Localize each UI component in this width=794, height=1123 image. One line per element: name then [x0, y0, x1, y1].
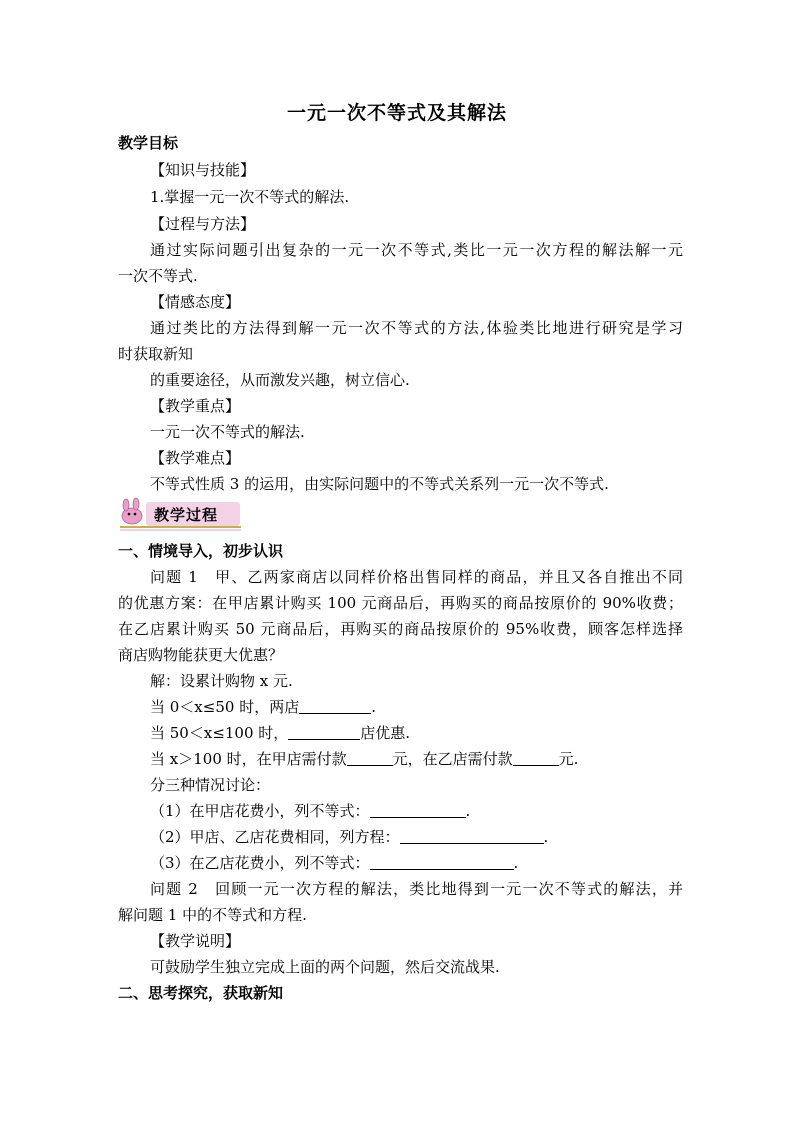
- case-1-end: .: [465, 802, 471, 820]
- answer-blank-6[interactable]: [400, 827, 544, 844]
- teaching-process-banner: [118, 496, 243, 532]
- solution-line-3-end: 店优惠.: [360, 724, 411, 742]
- case-3-text: （3）在乙店花费小，列不等式：: [150, 854, 370, 872]
- emotion-text-line-3: 的重要途径，从而激发兴趣，树立信心.: [150, 371, 410, 389]
- page-title: 一元一次不等式及其解法: [286, 102, 507, 124]
- case-2-text: （2）甲店、乙店花费相同，列方程：: [150, 828, 400, 846]
- question-1-line-1: 问题 1 甲、乙两家商店以同样价格出售同样的商品，并且又各自推出不同: [150, 568, 683, 586]
- solution-line-1: 解：设累计购物 x 元.: [150, 672, 293, 690]
- solution-line-3-text: 当 50＜x≤100 时，: [150, 724, 289, 742]
- cases-intro: 分三种情况讨论：: [150, 776, 271, 794]
- question-1-line-2: 的优惠方案：在甲店累计购买 100 元商品后，再购买的商品按原价的 90%收费；: [118, 594, 683, 612]
- section-2-heading: 二、思考探究，获取新知: [118, 984, 284, 1002]
- solution-line-4-text-b: 元，在乙店需付款: [392, 750, 513, 768]
- process-text-line-2: 一次不等式.: [118, 267, 198, 285]
- solution-line-2-end: .: [371, 698, 376, 716]
- case-3-end: .: [513, 854, 519, 872]
- question-2-line-2: 解问题 1 中的不等式和方程.: [118, 906, 307, 924]
- question-1-line-4: 商店购物能获更大优惠？: [118, 646, 284, 664]
- solution-line-4-text-a: 当 x＞100 时，在甲店需付款: [150, 750, 347, 768]
- key-heading: 【教学重点】: [150, 397, 241, 415]
- answer-blank-2[interactable]: [288, 723, 360, 740]
- knowledge-heading: 【知识与技能】: [150, 161, 256, 179]
- case-3: [150, 850, 683, 876]
- banner-label: 教学过程: [154, 506, 219, 524]
- solution-line-4-end: 元.: [558, 750, 579, 768]
- answer-blank-3[interactable]: [347, 749, 393, 766]
- answer-blank-5[interactable]: [370, 801, 466, 818]
- case-2: [150, 824, 683, 850]
- emotion-text-line-2: 时获取新知: [118, 345, 194, 363]
- process-text-line-1: 通过实际问题引出复杂的一元一次不等式,类比一元一次方程的解法解一元: [150, 241, 683, 259]
- process-heading: 【过程与方法】: [150, 215, 256, 233]
- answer-blank-4[interactable]: [513, 749, 559, 766]
- answer-blank-7[interactable]: [370, 853, 514, 870]
- emotion-text-line-1: 通过类比的方法得到解一元一次不等式的方法,体验类比地进行研究是学习: [150, 319, 683, 337]
- section-1-heading: 一、情境导入，初步认识: [118, 542, 284, 560]
- solution-line-3: [150, 720, 683, 746]
- case-1-text: （1）在甲店花费小，列不等式：: [150, 802, 370, 820]
- case-2-end: .: [543, 828, 549, 846]
- difficulty-text: 不等式性质 3 的运用，由实际问题中的不等式关系列一元一次不等式.: [150, 475, 609, 493]
- question-1-line-3: 在乙店累计购买 50 元商品后，再购买的商品按原价的 95%收费，顾客怎样选择: [118, 620, 683, 638]
- key-text: 一元一次不等式的解法.: [150, 423, 305, 441]
- teaching-note-text: 可鼓励学生独立完成上面的两个问题，然后交流战果.: [150, 958, 500, 976]
- solution-line-2-text: 当 0＜x≤50 时，两店: [150, 698, 300, 716]
- knowledge-item-1: 1.掌握一元一次不等式的解法.: [150, 188, 350, 206]
- teaching-note-heading: 【教学说明】: [150, 932, 241, 950]
- emotion-heading: 【情感态度】: [150, 293, 241, 311]
- goals-heading: 教学目标: [118, 134, 179, 152]
- solution-line-4: [150, 746, 683, 772]
- case-1: [150, 798, 683, 824]
- answer-blank-1[interactable]: [299, 697, 371, 714]
- difficulty-heading: 【教学难点】: [150, 449, 241, 467]
- question-2-line-1: 问题 2 回顾一元一次方程的解法，类比地得到一元一次不等式的解法，并: [150, 880, 683, 898]
- solution-line-2: [150, 694, 683, 720]
